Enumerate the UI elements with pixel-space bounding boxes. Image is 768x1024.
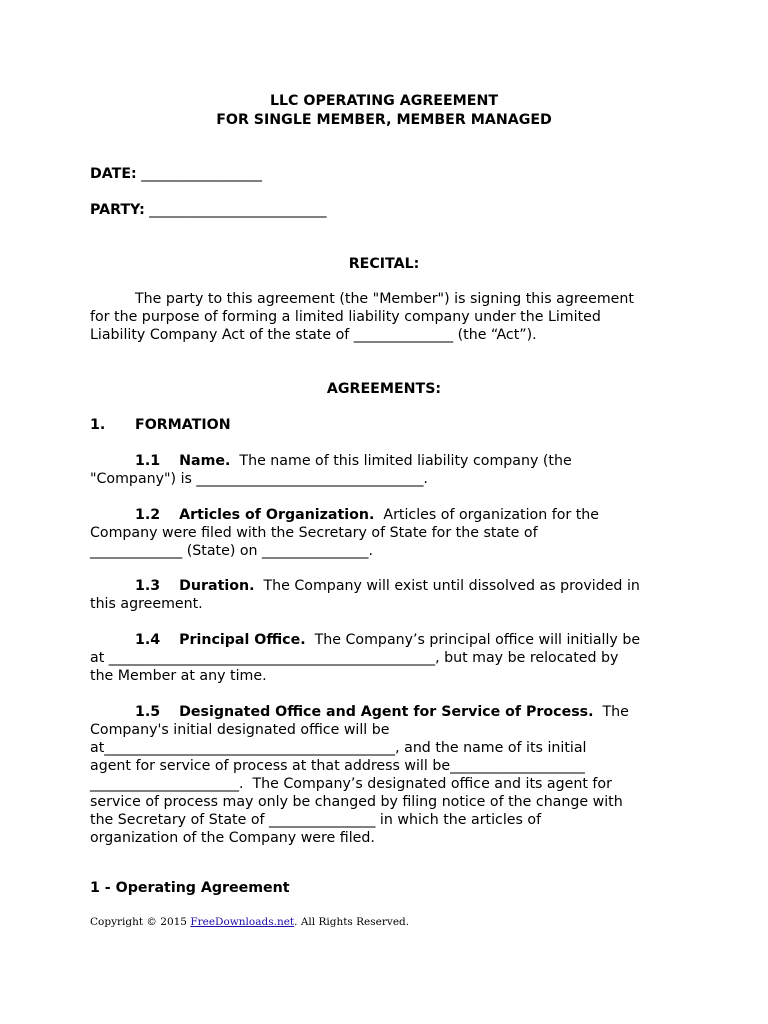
clause-1-1-title: Name.	[179, 453, 231, 469]
section-1-number: 1.	[90, 417, 106, 433]
clause-1-1-line-2: "Company") is ________________________________.	[90, 471, 428, 487]
clause-1-5-text: The	[593, 704, 629, 720]
clause-1-5-line-2: Company's initial designated office will be	[90, 722, 390, 738]
recital-line-1: The party to this agreement (the "Member") is signing this agreement	[135, 291, 634, 307]
party-blank: _________________________	[149, 202, 327, 218]
clause-1-3-number: 1.3	[135, 578, 161, 594]
clause-1-4-line-3: the Member at any time.	[90, 668, 267, 684]
clause-1-2-line-3: _____________ (State) on _______________.	[90, 543, 373, 559]
party-label: PARTY:	[90, 202, 145, 218]
clause-1-4-title: Principal Office.	[179, 632, 306, 648]
clause-1-5-line-6: service of process may only be changed by filing notice of the change with	[90, 794, 623, 810]
clause-1-4-number: 1.4	[135, 632, 161, 648]
clause-1-5-line-8: organization of the Company were filed.	[90, 830, 375, 846]
clause-1-3-line-2: this agreement.	[90, 596, 203, 612]
clause-1-5-line-5: _____________________. The Company’s designated office and its agent for	[90, 776, 612, 792]
clause-1-1-line-1	[135, 452, 572, 470]
clause-1-4-text: The Company’s principal office will initially be	[305, 632, 641, 648]
clause-1-1-text: The name of this limited liability company (the	[230, 453, 572, 469]
clause-1-5-number: 1.5	[135, 704, 161, 720]
clause-1-2-line-2: Company were filed with the Secretary of State for the state of	[90, 525, 538, 541]
copyright-prefix: Copyright © 2015	[90, 916, 191, 928]
section-1-title: FORMATION	[135, 417, 231, 433]
clause-1-2-title: Articles of Organization.	[179, 507, 375, 523]
recital-line-2: for the purpose of forming a limited liability company under the Limited	[90, 309, 601, 325]
clause-1-5-line-3: at_________________________________________, and the name of its initial	[90, 740, 587, 756]
freedownloads-link[interactable]: FreeDownloads.net	[190, 916, 295, 928]
clause-1-5-line-7: the Secretary of State of _______________ in which the articles of	[90, 812, 542, 828]
recital-line-3: Liability Company Act of the state of ______________ (the “Act”).	[90, 327, 537, 343]
agreements-heading: AGREEMENTS:	[326, 381, 442, 397]
copyright-suffix: . All Rights Reserved.	[294, 916, 410, 928]
clause-1-2-text: Articles of organization for the	[374, 507, 600, 523]
clause-1-3-title: Duration.	[179, 578, 255, 594]
clause-1-1-number: 1.1	[135, 453, 161, 469]
date-field	[90, 165, 262, 183]
clause-1-4-line-2: at ______________________________________________, but may be relocated by	[90, 650, 619, 666]
title-line-1: LLC OPERATING AGREEMENT	[269, 93, 499, 109]
clause-1-2-number: 1.2	[135, 507, 161, 523]
recital-heading: RECITAL:	[348, 256, 420, 272]
clause-1-5-line-4: agent for service of process at that address will be___________________	[90, 758, 585, 774]
date-label: DATE:	[90, 166, 137, 182]
title-line-2: FOR SINGLE MEMBER, MEMBER MANAGED	[216, 112, 552, 128]
clause-1-5-line-1	[135, 703, 629, 721]
clause-1-4-line-1	[135, 631, 640, 649]
clause-1-5-title: Designated Office and Agent for Service of Process.	[179, 704, 594, 720]
party-field	[90, 201, 327, 219]
clause-1-2-line-1	[135, 506, 599, 524]
clause-1-3-line-1	[135, 577, 640, 595]
copyright-footer	[90, 916, 409, 928]
page-section-label: 1 - Operating Agreement	[90, 880, 290, 896]
clause-1-3-text: The Company will exist until dissolved as provided in	[254, 578, 640, 594]
date-blank: _________________	[141, 166, 262, 182]
